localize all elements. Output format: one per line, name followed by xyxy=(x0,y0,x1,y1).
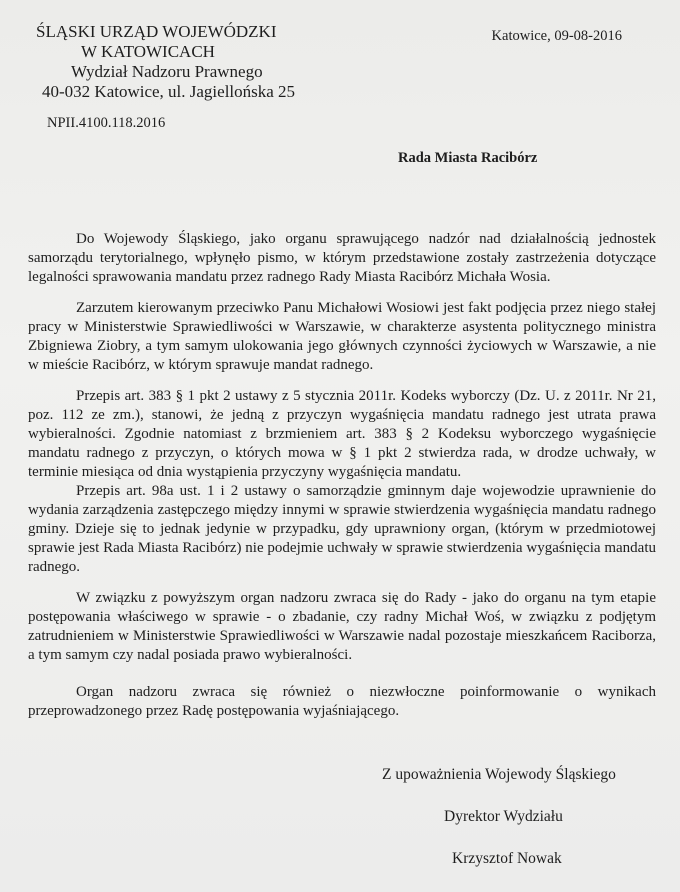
signature-name: Krzysztof Nowak xyxy=(452,850,562,867)
reference-number: NPII.4100.118.2016 xyxy=(47,115,166,131)
paragraph-1: Do Wojewody Śląskiego, jako organu sprawującego nadzór nad działalnością jednostek samorządu terytorialnego, wpłynęło pismo, w którym przedstawione zostały zastrzeżenia dotyczące legalności sprawowania mandatu przez radnego Rady Miasta Racibórz Michała Wosia. xyxy=(28,231,656,285)
paragraph-4: Przepis art. 98a ust. 1 i 2 ustawy o samorządzie gminnym daje wojewodzie uprawnienie do wydania zarządzenia zastępczego między innymi w sprawie stwierdzenia wygaśnięcia mandatu radnego gminy. Dzieje się to jednak jedynie w przypadku, gdy uprawniony organ, (którym w przedmiotowej sprawie jest Rada Miasta Racibórz) nie podejmie uchwały w sprawie stwierdzenia wygaśnięcia mandatu radnego. xyxy=(28,483,656,575)
paragraph-2: Zarzutem kierowanym przeciwko Panu Michałowi Wosiowi jest fakt podjęcia przez niego stałej pracy w Ministerstwie Sprawiedliwości w Warszawie, w charakterze asystenta politycznego ministra Zbigniewa Ziobry, a tym samym ulokowania jego głównych czynności życiowych w Warszawie, a nie w mieście Racibórz, w którym sprawuje mandat radnego. xyxy=(28,300,656,373)
sender-city: W KATOWICACH xyxy=(81,42,215,61)
sender-department: Wydział Nadzoru Prawnego xyxy=(71,62,263,81)
paragraph-5: W związku z powyższym organ nadzoru zwraca się do Rady - jako do organu na tym etapie postępowania właściwego w sprawie - o zbadanie, czy radny Michał Woś, w związku z podjętym zatrudnieniem w Ministerstwie Sprawiedliwości w Warszawie nadal pozostaje mieszkańcem Raciborza, a tym samym czy nadal posiada prawo wybieralności. xyxy=(28,590,656,663)
recipient: Rada Miasta Racibórz xyxy=(398,150,538,166)
paragraph-6: Organ nadzoru zwraca się również o niezwłoczne poinformowanie o wynikach przeprowadzonego przez Radę postępowania wyjaśniającego. xyxy=(28,684,656,719)
signature-authorization: Z upoważnienia Wojewody Śląskiego xyxy=(382,766,616,783)
sender-office-name: ŚLĄSKI URZĄD WOJEWÓDZKI xyxy=(36,22,277,41)
paragraph-3: Przepis art. 383 § 1 pkt 2 ustawy z 5 stycznia 2011r. Kodeks wyborczy (Dz. U. z 2011r. Nr 21, poz. 112 ze zm.), stanowi, że jedną z przyczyn wygaśnięcia mandatu radnego jest utrata prawa wybieralności. Zgodnie natomiast z brzmieniem art. 383 § 2 Kodeksu wyborczego wygaśnięcie mandatu radnego z przyczyn, o których mowa w § 1 pkt 2 stwierdza rada, w drodze uchwały, w terminie miesiąca od dnia wystąpienia przyczyny wygaśnięcia mandatu. xyxy=(28,388,656,480)
sender-block xyxy=(36,22,295,102)
sender-address: 40-032 Katowice, ul. Jagiellońska 25 xyxy=(42,82,296,101)
letter-date: Katowice, 09-08-2016 xyxy=(491,28,622,44)
letter-body xyxy=(28,230,656,721)
signature-title: Dyrektor Wydziału xyxy=(444,808,563,825)
